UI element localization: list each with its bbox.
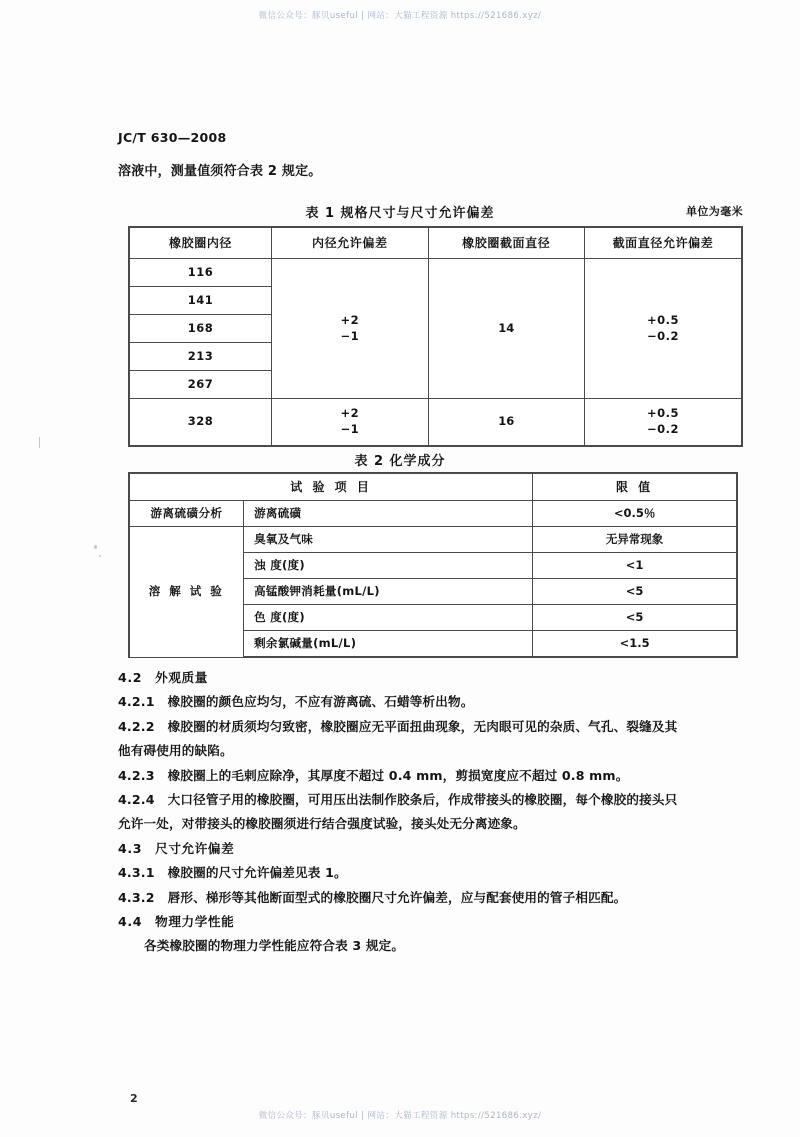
table1-section-diameter: 16 — [428, 399, 584, 447]
tolerance-lower: −1 — [340, 422, 360, 436]
watermark-bottom: 微信公众号：豚贝useful | 网站：大猫工程资源 https://521686.xyz/ — [258, 1111, 542, 1121]
table-row — [129, 501, 737, 527]
section-4-3-1 — [118, 861, 688, 885]
tolerance-lower: −0.2 — [646, 328, 679, 343]
body-content — [118, 666, 688, 959]
table2-limit-value: <5 — [533, 579, 737, 605]
table1-section-tolerance — [584, 259, 742, 399]
section-heading-4-3 — [118, 837, 688, 861]
table2-item-label: 色 度(度) — [244, 605, 533, 631]
section-number: 4.3.1 — [118, 865, 155, 881]
section-4-2-3 — [118, 764, 688, 788]
table-row — [129, 259, 742, 287]
tolerance-upper: +0.5 — [646, 406, 679, 421]
table2-limit-value: <5 — [533, 605, 737, 631]
table1-inner-diameter: 267 — [129, 371, 272, 399]
section-4-2-1 — [118, 690, 688, 714]
table1-inner-tolerance — [272, 259, 428, 399]
section-text: 橡胶圈上的毛剌应除净，其厚度不超过 0.4 mm，剪损宽度应不超过 0.8 mm。 — [167, 767, 629, 783]
section-title: 外观质量 — [155, 670, 208, 685]
table-row — [129, 227, 742, 259]
table1-caption: 表 1 规格尺寸与尺寸允许偏差 — [305, 206, 495, 221]
section-number: 4.2.2 — [118, 718, 155, 734]
scan-speckle — [39, 437, 40, 448]
table1-header-cell: 橡胶圈截面直径 — [428, 227, 584, 259]
section-4-2-4 — [118, 788, 688, 837]
section-heading-4-4 — [118, 910, 688, 934]
section-4-2-2 — [118, 715, 688, 764]
table2-header-test-item: 试 验 项 目 — [129, 473, 533, 501]
section-text: 唇形、梯形等其他断面型式的橡胶圈尺寸允许偏差，应与配套使用的管子相匹配。 — [167, 889, 627, 905]
section-title: 尺寸允许偏差 — [155, 840, 235, 856]
table-row — [129, 527, 737, 553]
section-number: 4.3.2 — [118, 889, 155, 905]
table2-group-label: 游离硫磺分析 — [129, 501, 244, 527]
tolerance-upper: +2 — [340, 312, 360, 327]
section-number: 4.4 — [118, 914, 143, 930]
section-text: 橡胶圈的颜色应均匀，不应有游离硫、石蜡等析出物。 — [167, 694, 474, 710]
tolerance-lower: −1 — [340, 328, 360, 343]
tolerance-lower: −0.2 — [646, 422, 679, 436]
standard-code: JC/T 630—2008 — [118, 130, 227, 145]
tolerance-upper: +2 — [340, 406, 360, 421]
table2-header-limit: 限 值 — [533, 473, 737, 501]
table2-item-label: 臭氧及气味 — [244, 527, 533, 553]
table2-limit-value: <1.5 — [533, 631, 737, 658]
section-number: 4.2 — [118, 670, 143, 685]
section-text: 各类橡胶圈的物理力学性能应符合表 3 规定。 — [144, 938, 405, 954]
table1-inner-tolerance — [272, 399, 428, 447]
scan-speckle — [94, 545, 97, 549]
section-4-4-body — [118, 934, 688, 958]
table2-item-label: 剩余氯碱量(mL/L) — [244, 631, 533, 658]
tolerance-upper: +0.5 — [646, 312, 679, 327]
section-text: 橡胶圈的材质须均匀致密，橡胶圈应无平面扭曲现象，无肉眼可见的杂质、气孔、裂缝及其他有碍使用的缺陷。 — [118, 718, 678, 759]
table1-inner-diameter: 213 — [129, 343, 272, 371]
table1-header-cell: 橡胶圈内径 — [129, 227, 272, 259]
section-number: 4.2.4 — [118, 792, 155, 808]
table2-limit-value: <0.5％ — [533, 501, 737, 527]
table1-inner-diameter: 116 — [129, 259, 272, 287]
table1-unit-note: 单位为毫米 — [686, 205, 743, 218]
table2-item-label: 浊 度(度) — [244, 553, 533, 579]
table1-header-cell: 内径允许偏差 — [272, 227, 428, 259]
table-chemical-composition — [128, 472, 738, 658]
watermark-top: 微信公众号：豚贝useful | 网站：大猫工程资源 https://521686.xyz/ — [258, 11, 542, 21]
section-text: 橡胶圈的尺寸允许偏差见表 1。 — [167, 865, 347, 881]
section-number: 4.3 — [118, 840, 143, 856]
table2-item-label: 高锰酸钾消耗量(mL/L) — [244, 579, 533, 605]
section-title: 物理力学性能 — [155, 914, 235, 930]
table1-header-cell: 截面直径允许偏差 — [584, 227, 742, 259]
table1-section-tolerance — [584, 399, 742, 447]
page-number: 2 — [130, 1092, 138, 1105]
section-number: 4.2.3 — [118, 767, 155, 783]
table2-item-label: 游离硫磺 — [244, 501, 533, 527]
section-text: 大口径管子用的橡胶圈，可用压出法制作胶条后，作成带接头的橡胶圈，每个橡胶的接头只允许一处，对带接头的橡胶圈须进行结合强度试验，接头处无分离迹象。 — [118, 792, 678, 832]
table-row — [129, 399, 742, 447]
section-heading-4-2 — [118, 666, 688, 690]
table2-group-label: 溶 解 试 验 — [129, 527, 244, 658]
table-specification-dimensions — [128, 226, 743, 447]
table1-section-diameter: 14 — [428, 259, 584, 399]
table1-inner-diameter: 328 — [129, 399, 272, 447]
section-4-3-2 — [118, 886, 688, 910]
table-row — [129, 473, 737, 501]
section-number: 4.2.1 — [118, 694, 155, 710]
table2-caption: 表 2 化学成分 — [354, 454, 446, 469]
table1-inner-diameter: 168 — [129, 315, 272, 343]
table1-inner-diameter: 141 — [129, 287, 272, 315]
lead-paragraph: 溶液中，测量值须符合表 2 规定。 — [118, 164, 322, 179]
table2-limit-value: 无异常现象 — [533, 527, 737, 553]
table2-limit-value: <1 — [533, 553, 737, 579]
scan-speckle — [99, 555, 101, 557]
